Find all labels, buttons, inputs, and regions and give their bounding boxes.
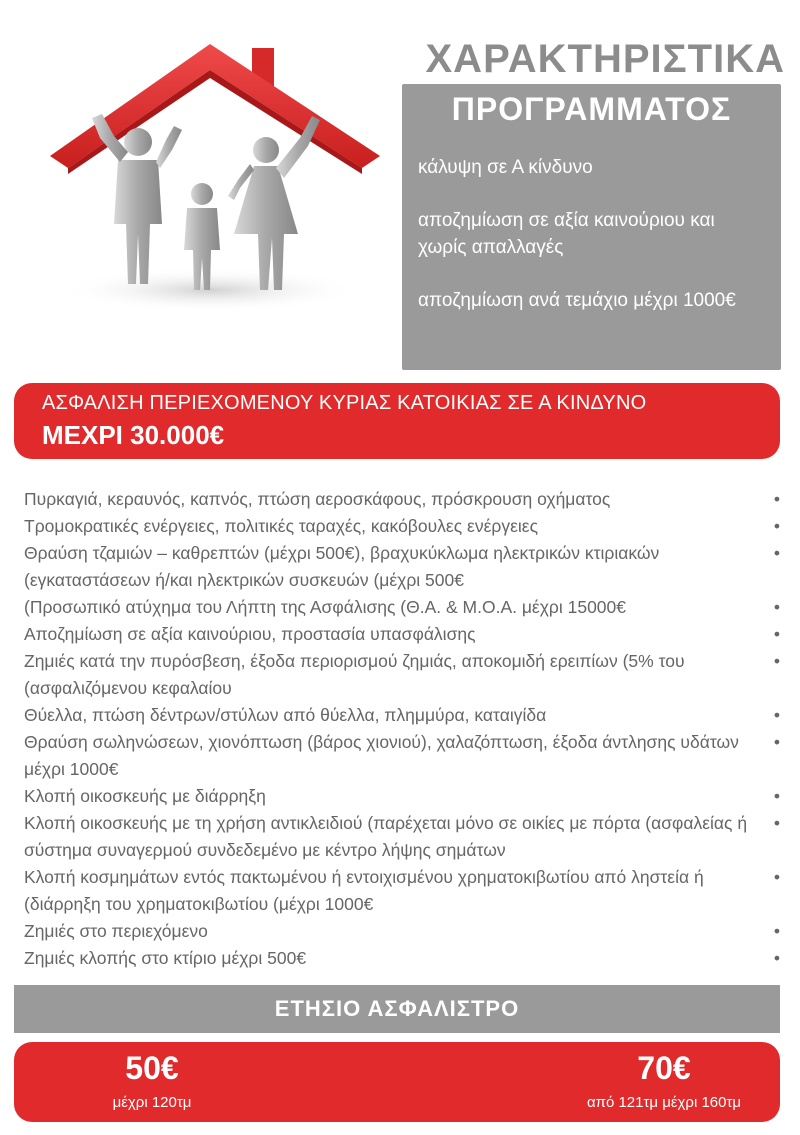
price-amount: 70€: [637, 1050, 691, 1086]
coverage-item: [24, 513, 782, 540]
coverage-item: [24, 540, 782, 594]
price-amount: 50€: [125, 1050, 179, 1086]
coverage-item: [24, 729, 782, 783]
price-tier-large: [554, 1048, 774, 1114]
coverage-item: [24, 702, 782, 729]
price-range: από 121τμ μέχρι 160τμ: [586, 1094, 742, 1111]
coverage-item: [24, 648, 782, 702]
bullet-icon: •: [773, 813, 780, 833]
coverage-item: [24, 810, 782, 864]
coverage-item: [24, 945, 782, 972]
banner-title: ΑΣΦΑΛΙΣΗ ΠΕΡΙΕΧΟΜΕΝΟΥ ΚΥΡΙΑΣ ΚΑΤΟΙΚΙΑΣ ΣΕ Α ΚΙΝΔΥΝΟ: [42, 392, 647, 414]
coverage-item-text: (Προσωπικό ατύχημα του Λήπτη της Ασφάλισης (Θ.Α. & Μ.Ο.Α. μέχρι 15000€: [24, 597, 627, 617]
price-box: [14, 1042, 780, 1122]
premium-header: [14, 985, 780, 1033]
bullet-icon: •: [773, 516, 780, 536]
bullet-icon: •: [773, 786, 780, 806]
premium-title: ΕΤΗΣΙΟ ΑΣΦΑΛΙΣΤΡΟ: [274, 996, 520, 1021]
bullet-icon: •: [773, 624, 780, 644]
bullet-icon: •: [773, 705, 780, 725]
coverage-item: [24, 621, 782, 648]
features-list: [418, 154, 768, 340]
price-tier-small: [62, 1048, 242, 1114]
coverage-item-text: Αποζημίωση σε αξία καινούριου, προστασία υπασφάλισης: [24, 624, 476, 644]
bullet-icon: •: [773, 489, 780, 509]
coverage-item-text: Ζημιές στο περιεχόμενο: [24, 921, 208, 941]
bullet-icon: •: [773, 651, 780, 671]
coverage-item-text: Θύελλα, πτώση δέντρων/στύλων από θύελλα, πλημμύρα, καταιγίδα: [24, 705, 547, 725]
feature-item: αποζημίωση ανά τεμάχιο μέχρι 1000€: [418, 290, 736, 311]
bullet-icon: •: [773, 732, 780, 752]
feature-item: κάλυψη σε Α κίνδυνο: [418, 157, 593, 178]
coverage-item-text: Θραύση τζαμιών – καθρεπτών (μέχρι 500€), βραχυκύκλωμα ηλεκτρικών κτιριακών (εγκαταστάσεων ή/και ηλεκτρικών συσκευών (μέχρι 500€: [24, 543, 660, 590]
coverage-item-text: Κλοπή οικοσκευής με τη χρήση αντικλειδιού (παρέχεται μόνο σε οικίες με πόρτα (ασφαλείας ή σύστημα συναγερμού συνδεδεμένο με κέντρο λήψης σημάτων: [24, 813, 748, 860]
features-title-line1: ΧΑΡΑΚΤΗΡΙΣΤΙΚΑ: [425, 37, 785, 81]
bullet-icon: •: [773, 597, 780, 617]
feature-item: αποζημίωση σε αξία καινούριου και χωρίς απαλλαγές: [418, 210, 715, 258]
coverage-item-text: Πυρκαγιά, κεραυνός, καπνός, πτώση αεροσκάφους, πρόσκρουση οχήματος: [24, 489, 611, 509]
coverage-item-text: Θραύση σωληνώσεων, χιονόπτωση (βάρος χιονιού), χαλαζόπτωση, έξοδα άντλησης υδάτων μέχρι 1000€: [24, 732, 739, 779]
bullet-icon: •: [773, 867, 780, 887]
coverage-banner: [14, 383, 780, 459]
bullet-icon: •: [773, 543, 780, 563]
features-box: [402, 84, 781, 370]
banner-amount: ΜΕΧΡΙ 30.000€: [42, 420, 225, 450]
coverage-item: [24, 486, 782, 513]
bullet-icon: •: [773, 921, 780, 941]
bullet-icon: •: [773, 948, 780, 968]
price-range: μέχρι 120τμ: [112, 1094, 192, 1111]
coverage-item: [24, 864, 782, 918]
coverage-item-text: Ζημιές κλοπής στο κτίριο μέχρι 500€: [24, 948, 307, 968]
coverage-item-text: Τρομοκρατικές ενέργειες, πολιτικές ταραχές, κακόβουλες ενέργειες: [24, 516, 539, 536]
coverage-item: [24, 594, 782, 621]
house-family-illustration: [40, 28, 400, 373]
coverage-item-text: Κλοπή οικοσκευής με διάρρηξη: [24, 786, 266, 806]
coverage-item: [24, 918, 782, 945]
coverage-item-text: Ζημιές κατά την πυρόσβεση, έξοδα περιορισμού ζημιάς, αποκομιδή ερειπίων (5% του (ασφαλιζόμενου κεφαλαίου: [24, 651, 685, 698]
coverage-item: [24, 783, 782, 810]
features-title-line2: ΠΡΟΓΡΑΜΜΑΤΟΣ: [451, 91, 732, 127]
coverage-list: [24, 486, 782, 972]
coverage-item-text: Κλοπή κοσμημάτων εντός πακτωμένου ή εντοιχισμένου χρηματοκιβωτίου από ληστεία ή (διάρρηξη του χρηματοκιβωτίου (μέχρι 1000€: [24, 867, 704, 914]
